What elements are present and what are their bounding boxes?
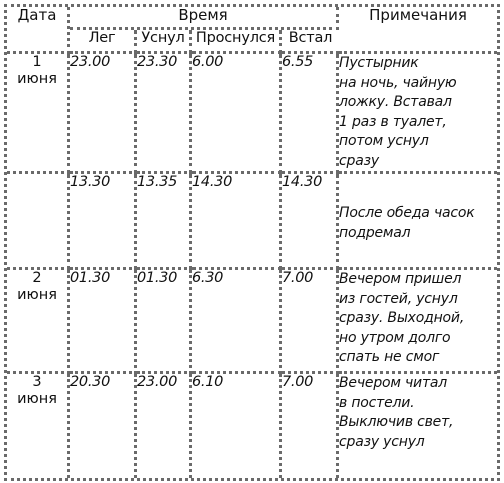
went-to-bed-cell: 01.30	[70, 270, 137, 374]
header-row-top	[7, 7, 497, 30]
date-day: 1	[32, 54, 42, 70]
sleep-log-table	[4, 4, 500, 481]
date-month: июня	[17, 71, 57, 87]
note-cell	[339, 270, 497, 374]
header-notes: Примечания	[339, 7, 497, 54]
note-cell	[339, 54, 497, 174]
note-line: потом уснул	[339, 133, 429, 149]
note-line: Вечером пришел	[339, 271, 462, 287]
note-line: сразу	[339, 152, 379, 169]
note-line: Выключив свет,	[339, 414, 454, 430]
note-line: в постели.	[339, 394, 415, 411]
header-got-up: Встал	[282, 30, 339, 54]
woke-up-cell: 14.30	[192, 174, 282, 270]
note-line: спать не смог	[339, 349, 440, 365]
fell-asleep-cell: 13.35	[137, 174, 192, 270]
table-row	[7, 374, 497, 478]
got-up-cell: 6.55	[282, 54, 339, 174]
note-cell	[339, 374, 497, 478]
header-date: Дата	[7, 7, 70, 54]
note-line: Вечером читал	[339, 375, 448, 391]
note-line: из гостей, уснул	[339, 290, 458, 307]
got-up-cell: 7.00	[282, 374, 339, 478]
went-to-bed-cell: 20.30	[70, 374, 137, 478]
note-line: Пустырник	[339, 55, 419, 71]
date-cell	[7, 54, 70, 174]
date-day: 3	[32, 374, 42, 390]
header-time: Время	[70, 7, 339, 30]
fell-asleep-cell: 23.00	[137, 374, 192, 478]
fell-asleep-cell: 23.30	[137, 54, 192, 174]
went-to-bed-cell: 13.30	[70, 174, 137, 270]
date-cell	[7, 374, 70, 478]
date-cell	[7, 270, 70, 374]
header-woke-up: Проснулся	[192, 30, 282, 54]
note-line: ложку. Вставал	[339, 94, 452, 110]
table-row	[7, 54, 497, 174]
woke-up-cell: 6.10	[192, 374, 282, 478]
note-line: но утром долго	[339, 329, 451, 346]
got-up-cell: 14.30	[282, 174, 339, 270]
note-line: 1 раз в туалет,	[339, 113, 447, 130]
note-line: После обеда часок	[339, 205, 475, 221]
fell-asleep-cell: 01.30	[137, 270, 192, 374]
table-row	[7, 174, 497, 270]
note-line: подремал	[339, 224, 411, 241]
note-line: на ночь, чайную	[339, 74, 457, 91]
table-row	[7, 270, 497, 374]
note-line: сразу уснул	[339, 433, 425, 450]
went-to-bed-cell: 23.00	[70, 54, 137, 174]
woke-up-cell: 6.30	[192, 270, 282, 374]
got-up-cell: 7.00	[282, 270, 339, 374]
note-cell	[339, 174, 497, 270]
header-went-to-bed: Лег	[70, 30, 137, 54]
note-line: сразу. Выходной,	[339, 310, 465, 326]
header-fell-asleep: Уснул	[137, 30, 192, 54]
date-cell	[7, 174, 70, 270]
date-month: июня	[17, 391, 57, 407]
date-month: июня	[17, 287, 57, 303]
date-day: 2	[32, 270, 42, 286]
woke-up-cell: 6.00	[192, 54, 282, 174]
